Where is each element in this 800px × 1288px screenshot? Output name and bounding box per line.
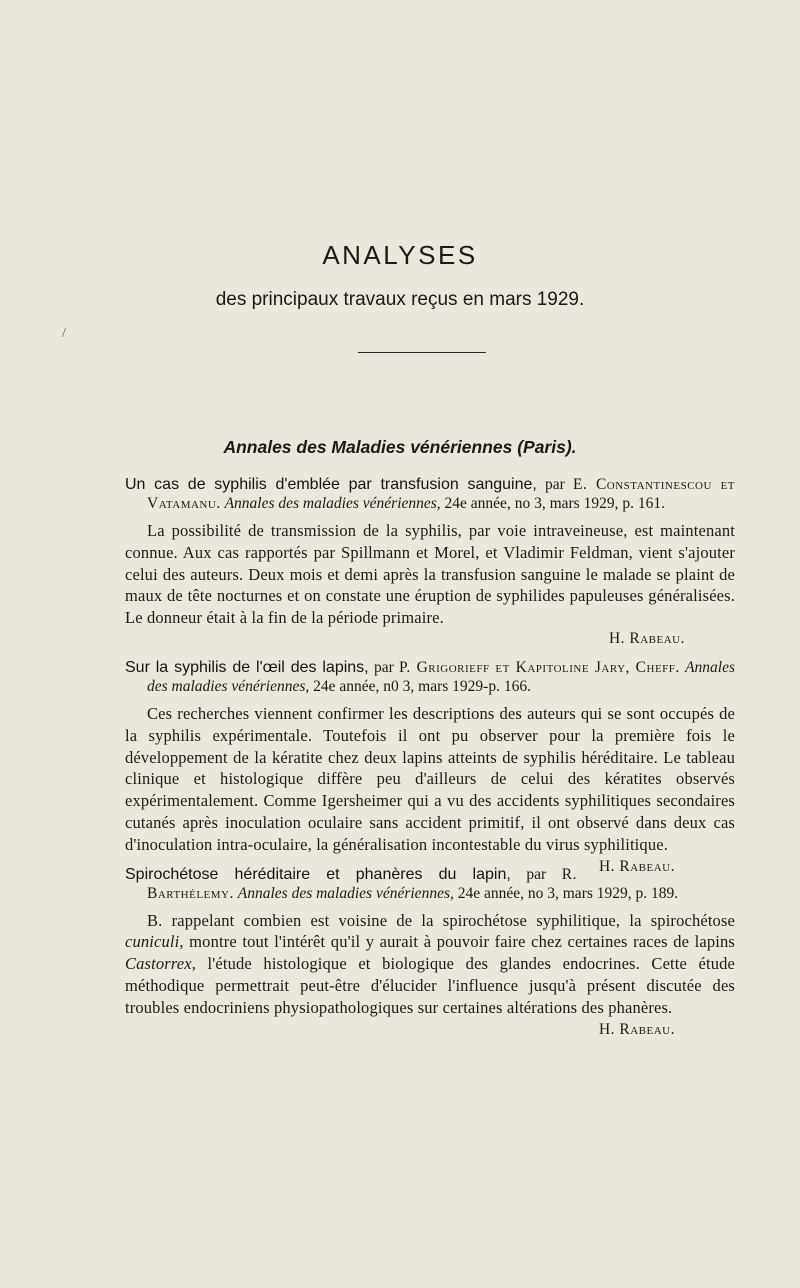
article-body-italic: Castorrex <box>125 954 192 974</box>
article-body-text: B. rappelant combien est voisine de la spirochétose syphilitique, la spirochétose <box>147 910 735 930</box>
article-body-italic: cuniculi <box>125 932 180 952</box>
article-reference <box>125 475 735 513</box>
article-authors: P. Grigorieff et Kapitoline Jary, Cheff. <box>399 658 680 676</box>
article-signature: H. Rabeau. <box>598 1020 675 1038</box>
journal-heading: Annales des Maladies vénériennes (Paris). <box>223 437 577 457</box>
article-journal: Annales des maladies vénériennes, <box>147 658 736 695</box>
article-signature: H. Rabeau. <box>608 629 685 647</box>
article-body-text: , montre tout l'intérêt qu'il y aurait à pouvoir faire chez certaines races de lapins <box>179 932 735 952</box>
page-subtitle: des principaux travaux reçus en mars 1929. <box>215 289 585 310</box>
article-title: Spirochétose héréditaire et phanères du lapin, <box>125 865 511 883</box>
article-body: La possibilité de transmission de la syphilis, par voie intraveineuse, est maintenant connue. Aux cas rapportés par Spillmann et Morel, et Vladimir Feldman, vient s'ajouter celui des auteurs. Deux mois et demi après la transfusion sanguine le malade se plaint de maux de tête nocturnes et on constate une éruption de syphilides papuleuses généralisées. Le donneur était à la fin de la période primaire. <box>125 521 735 628</box>
article-signature: H. Rabeau. <box>598 857 675 875</box>
article-authors: E. Constantinescou et Vatamanu. <box>147 476 736 512</box>
article-by: par <box>526 865 547 883</box>
article-body <box>125 910 735 1038</box>
article-body-text: Ces recherches viennent confirmer les descriptions des auteurs qui se sont occupés de la syphilis expérimentale. Toutefois il ont pu observer pour la première fois le développement de la kératite chez deux lapins atteints de syphilis héréditaire. Le tableau clinique et histologique diffère peu d'ailleurs de celui des kératites observés expérimentalement. Comme Igersheimer qui a vu des accidents syphilitiques secondaires cutanés après inoculation oculaire sans accident primitif, il ont observé dans deux cas d'inoculation intra-oculaire, la généralisation incontestable du virus syphilitique. <box>125 703 735 854</box>
article-details: 24e année, n0 3, mars 1929-p. 166. <box>313 677 531 695</box>
margin-mark: / <box>62 326 66 341</box>
article-title: Un cas de syphilis d'emblée par transfusion sanguine, <box>125 476 537 493</box>
article-authors: R. Barthélemy. <box>147 865 577 902</box>
article-journal: Annales des maladies vénériennes, <box>224 495 441 512</box>
article-details: 24e année, no 3, mars 1929, p. 161. <box>444 495 665 512</box>
articles-list <box>125 475 735 1040</box>
article-reference <box>125 658 735 696</box>
page-title: ANALYSES <box>322 240 478 270</box>
article-3 <box>125 865 735 1038</box>
article-1 <box>125 475 735 649</box>
article-details: 24e année, no 3, mars 1929, p. 189. <box>457 884 679 902</box>
title-divider <box>358 352 486 353</box>
article-body-text: , l'étude histologique et biologique des glandes endocrines. Cette étude méthodique permettrait peut-être d'élucider l'influence jusqu'à présent discutée des troubles endocriniens physiopathologiques sur certaines altérations des phanères. <box>125 954 735 1017</box>
article-by: par <box>373 658 394 676</box>
article-title: Sur la syphilis de l'œil des lapins, <box>125 658 369 676</box>
article-by: par <box>545 476 565 493</box>
article-journal: Annales des maladies vénériennes, <box>237 884 454 902</box>
